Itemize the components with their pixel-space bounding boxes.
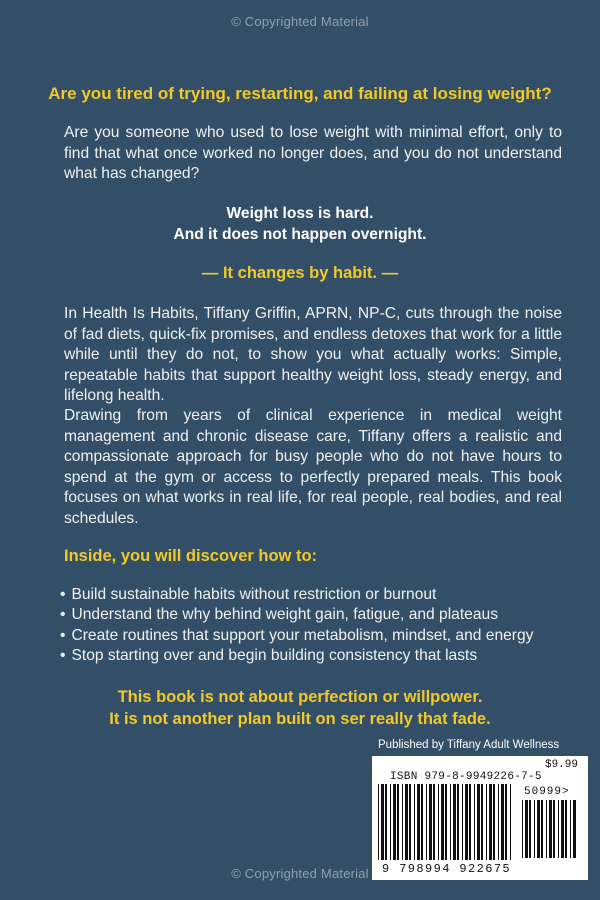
barcode-bar [489, 784, 492, 860]
isbn-label: ISBN 979-8-9949226-7-5 [390, 771, 542, 783]
barcode-bar [558, 800, 559, 858]
barcode-bar [405, 784, 408, 860]
emphasis-line-2: And it does not happen overnight. [173, 226, 427, 243]
barcode-bar [501, 784, 504, 860]
barcode-bar [465, 784, 468, 860]
barcode-bar [397, 784, 399, 860]
barcode-bar [505, 784, 507, 860]
watermark-top: © Copyrighted Material [231, 14, 369, 29]
barcode-bar [529, 800, 531, 858]
barcode-bar [421, 784, 423, 860]
barcode-bars-addon [522, 800, 578, 860]
body-paragraph-2: Drawing from years of clinical experience in medical weight management and chronic disease care, Tiffany offers a realistic and compassionate approach for busy people who do not have hours to spend at the gym or access to perfectly prepared meals. This book focuses on what works in real life, for real people, real bodies, and real schedules. [64, 407, 562, 527]
barcode-bar [402, 784, 403, 860]
watermark-bottom: © Copyrighted Material [231, 866, 369, 881]
barcode-bar [469, 784, 471, 860]
barcode-bar [486, 784, 487, 860]
bullet-item: • Build sustainable habits without restriction or burnout [60, 585, 580, 605]
barcode-bar [474, 784, 475, 860]
bullet-item: • Understand the why behind weight gain, fatigue, and plateaus [60, 605, 580, 625]
barcode-bar [457, 784, 459, 860]
barcode-bar [493, 784, 495, 860]
barcode-bar [450, 784, 451, 860]
barcode-bar [525, 800, 528, 858]
barcode-bar [390, 784, 391, 860]
barcode-bar [429, 784, 432, 860]
barcode-bar [445, 784, 447, 860]
barcode-bar [546, 800, 547, 858]
bullet-item: • Stop starting over and begin building consistency that lasts [60, 646, 580, 666]
price-label: $9.99 [544, 759, 578, 771]
barcode-bar [414, 784, 415, 860]
barcode-bar [462, 784, 463, 860]
barcode-bar [433, 784, 435, 860]
barcode-bar [409, 784, 411, 860]
publisher-credit: Published by Tiffany Adult Wellness [378, 739, 560, 751]
bullet-item: • Create routines that support your metabolism, mindset, and energy [60, 626, 580, 646]
barcode-bar [453, 784, 456, 860]
intro-paragraph: Are you someone who used to lose weight with minimal effort, only to find that what once worked no longer does, and you do not understand what has changed? [64, 124, 562, 182]
barcode-bar [561, 800, 564, 858]
body-paragraph-1: In Health Is Habits, Tiffany Griffin, APRN, NP-C, cuts through the noise of fad diets, quick-fix promises, and endless detoxes that work for a little while until they do not, to show you what actually works: Simple, repeatable habits that support healthy weight loss, steady energy, and lifelong health. [64, 305, 562, 404]
price-code: 50999> [524, 786, 570, 798]
barcode-bar [381, 784, 384, 860]
barcode-bar [537, 800, 540, 858]
barcode-bar [417, 784, 420, 860]
barcode-bar [534, 800, 535, 858]
isbn-barcode [372, 756, 588, 880]
barcode-bar [481, 784, 483, 860]
barcode-bar [522, 800, 523, 858]
inside-title: Inside, you will discover how to: [64, 547, 318, 565]
barcode-bar [510, 784, 511, 860]
barcode-bar [393, 784, 396, 860]
emphasis-line-1: Weight loss is hard. [226, 205, 374, 222]
bullet-list [60, 585, 580, 667]
barcode-bar [438, 784, 439, 860]
barcode-bar [385, 784, 387, 860]
barcode-bar [498, 784, 499, 860]
barcode-bar [570, 800, 571, 858]
barcode-bar [541, 800, 543, 858]
barcode-bar [573, 800, 576, 858]
closing-line-2: It is not another plan built on ser really that fade. [109, 710, 491, 728]
tagline: — It changes by habit. — [201, 264, 399, 282]
barcode-bar [441, 784, 444, 860]
closing-line-1: This book is not about perfection or willpower. [117, 688, 483, 706]
barcode-bar [553, 800, 555, 858]
isbn-digits: 9 798994 922675 [382, 862, 512, 876]
barcode-bar [477, 784, 480, 860]
barcode-bars-main [378, 784, 514, 862]
barcode-bar [378, 784, 379, 860]
barcode-bar [549, 800, 552, 858]
barcode-bar [565, 800, 567, 858]
barcode-bar [426, 784, 427, 860]
headline: Are you tired of trying, restarting, and failing at losing weight? [48, 84, 552, 103]
